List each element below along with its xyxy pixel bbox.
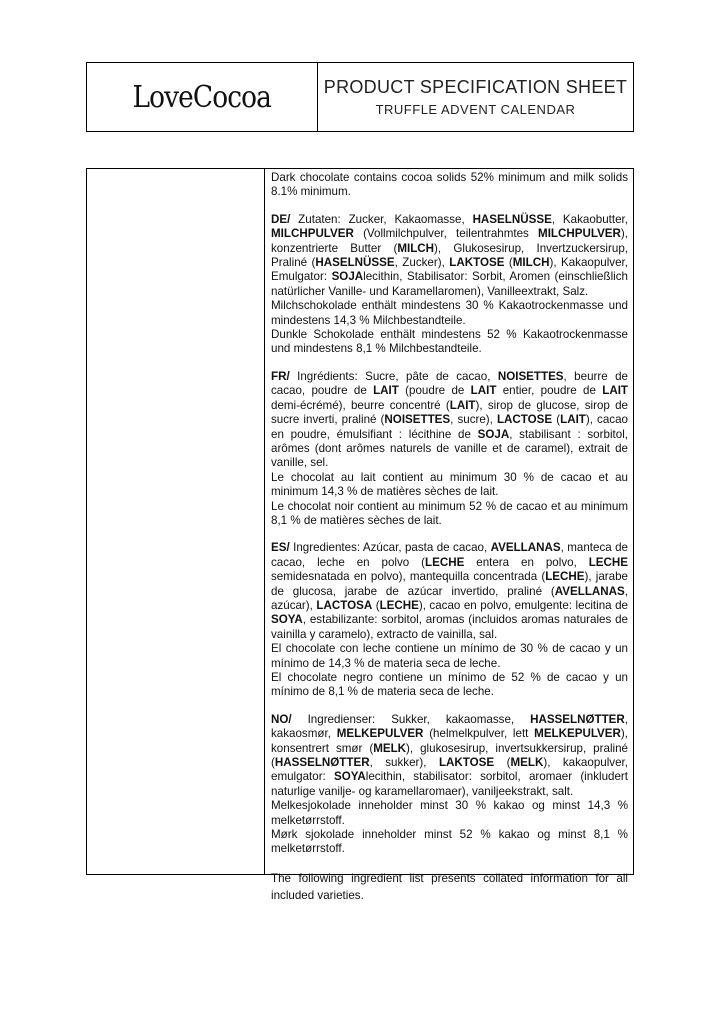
milk-chocolate-note-no: Melkesjokolade inneholder minst 30 % kakao og minst 14,3 % melketørrstoff.	[271, 799, 628, 827]
dark-chocolate-note-de: Dunkle Schokolade enthält mindestens 52 % Kakaotrockenmasse und mindestens 8,1 % Milchbestandteile.	[271, 328, 628, 356]
allergen-highlight: MILCHPULVER	[538, 227, 621, 241]
dark-chocolate-note: Dark chocolate contains cocoa solids 52% minimum and milk solids 8.1% minimum.	[271, 171, 628, 199]
allergen-highlight: LAIT	[470, 384, 497, 398]
allergen-highlight: SOJA	[331, 270, 364, 284]
allergen-highlight: MILCH	[397, 241, 435, 255]
allergen-highlight: MELKEPULVER	[534, 727, 621, 741]
brand-logo: LoveCocoa	[132, 79, 272, 115]
milk-chocolate-note-fr: Le chocolat au lait contient au minimum 30 % de cacao et au minimum 14,3 % de matières sèches de lait.	[271, 470, 628, 499]
allergen-highlight: ES/	[271, 541, 290, 555]
document-header	[86, 62, 634, 132]
allergen-highlight: LAIT	[602, 384, 629, 398]
allergen-highlight: LECHE	[588, 555, 629, 569]
allergen-highlight: LECHE	[425, 555, 465, 569]
document-subtitle: TRUFFLE ADVENT CALENDAR	[375, 102, 576, 117]
allergen-highlight: SOYA	[271, 613, 303, 627]
allergen-highlight: LAKTOSE	[449, 256, 505, 270]
dark-chocolate-note-fr: Le chocolat noir contient au minimum 52 % de cacao et au minimum 8,1 % de matières sèches de lait.	[271, 499, 628, 527]
allergen-highlight: AVELLANAS	[554, 584, 625, 598]
logo-cell	[87, 63, 318, 131]
label-column	[87, 169, 265, 874]
allergen-highlight: LAIT	[449, 398, 476, 412]
ingredients-fr: FR/ Ingrédients: Sucre, pâte de cacao, NOISETTES, beurre de cacao, poudre de LAIT (poudre de LAIT entier, poudre de LAIT demi-écrémé), beurre concentré (LAIT), sirop de glucose, sirop de sucre inverti, praliné (NOISETTES, sucre), LACTOSE (LAIT), cacao en poudre, émulsifiant : lécithine de SOJA, stabilisant : sorbitol, arômes (dont arômes naturels de vanille et de caramel), extrait de vanille, sel.	[271, 369, 629, 470]
allergen-highlight: MELK	[510, 756, 544, 770]
allergen-highlight: NOISETTES	[384, 413, 451, 427]
allergen-highlight: MELKEPULVER	[336, 727, 424, 741]
allergen-highlight: FR/	[271, 369, 290, 383]
allergen-highlight: HASELNÜSSE	[315, 256, 395, 270]
allergen-highlight: LACTOSA	[316, 598, 373, 612]
allergen-highlight: MILCHPULVER	[271, 227, 354, 241]
milk-chocolate-note-de: Milchschokolade enthält mindestens 30 % Kakaotrockenmasse und mindestens 14,3 % Milchbestandteile.	[271, 299, 628, 327]
title-cell	[318, 63, 633, 131]
dark-chocolate-note-no: Mørk sjokolade inneholder minst 52 % kakao og minst 8,1 % melketørrstoff.	[271, 828, 628, 856]
ingredients-table	[86, 168, 634, 902]
dark-chocolate-note-es: El chocolate negro contiene un mínimo de 52 % de cacao y un mínimo de 8,1 % de materia seca de leche.	[271, 671, 628, 699]
allergen-highlight: LAIT	[560, 413, 586, 427]
allergen-highlight: LAIT	[373, 384, 399, 398]
ingredients-column	[265, 169, 633, 902]
allergen-highlight: NOISETTES	[497, 369, 564, 383]
allergen-highlight: MELK	[373, 741, 407, 755]
allergen-highlight: DE/	[271, 212, 291, 226]
document-title: PRODUCT SPECIFICATION SHEET	[323, 77, 628, 97]
allergen-highlight: HASSELNØTTER	[274, 756, 370, 770]
allergen-highlight: AVELLANAS	[490, 541, 561, 555]
allergen-highlight: SOJA	[477, 427, 510, 441]
allergen-highlight: LECHE	[545, 570, 585, 584]
allergen-highlight: LACTOSE	[496, 413, 553, 427]
allergen-highlight: HASELNÜSSE	[472, 212, 552, 226]
allergen-highlight: LECHE	[379, 598, 419, 612]
ingredients-es: ES/ Ingredientes: Azúcar, pasta de cacao, AVELLANAS, manteca de cacao, leche en polvo (LECHE entera en polvo, LECHE semidesnatada en polvo), mantequilla concentrada (LECHE), jarabe de glucosa, jarabe de azúcar invertido, praliné (AVELLANAS, azúcar), LACTOSA (LECHE), cacao en polvo, emulgente: lecitina de SOYA, estabilizante: sorbitol, aromas (incluidos aromas naturales de vainilla y caramelo), extracto de vainilla, sal.	[271, 541, 629, 641]
allergen-highlight: LAKTOSE	[438, 756, 495, 770]
allergen-highlight: NO/	[271, 712, 292, 726]
collated-info-note: The following ingredient list presents collated information for all included varieties.	[271, 871, 628, 902]
milk-chocolate-note-es: El chocolate con leche contiene un mínimo de 30 % de cacao y un mínimo de 14,3 % de materia seca de leche.	[271, 642, 628, 670]
ingredients-no: NO/ Ingredienser: Sukker, kakaomasse, HASSELNØTTER, kakaosmør, MELKEPULVER (helmelkpulver, lett MELKEPULVER), konsentrert smør (MELK), glukosesirup, invertsukkersirup, praliné (HASSELNØTTER, sukker), LAKTOSE (MELK), kakaopulver, emulgator: SOYAlecithin, stabilisator: sorbitol, aromaer (inkludert naturlige vanilje- og karamellaromaer), vaniljeekstrakt, salt.	[271, 712, 628, 798]
allergen-highlight: HASSELNØTTER	[530, 712, 625, 726]
allergen-highlight: MILCH	[512, 256, 550, 270]
allergen-highlight: SOYA	[333, 770, 366, 784]
ingredients-de: DE/ Zutaten: Zucker, Kakaomasse, HASELNÜSSE, Kakaobutter, MILCHPULVER (Vollmilchpulver, teilentrahmtes MILCHPULVER), konzentrierte Butter (MILCH), Glukosesirup, Invertzuckersirup, Praliné (HASELNÜSSE, Zucker), LAKTOSE (MILCH), Kakaopulver, Emulgator: SOJAlecithin, Stabilisator: Sorbit, Aromen (einschließlich natürlicher Vanille- und Karamellaromen), Vanilleextrakt, Salz.	[271, 212, 628, 298]
